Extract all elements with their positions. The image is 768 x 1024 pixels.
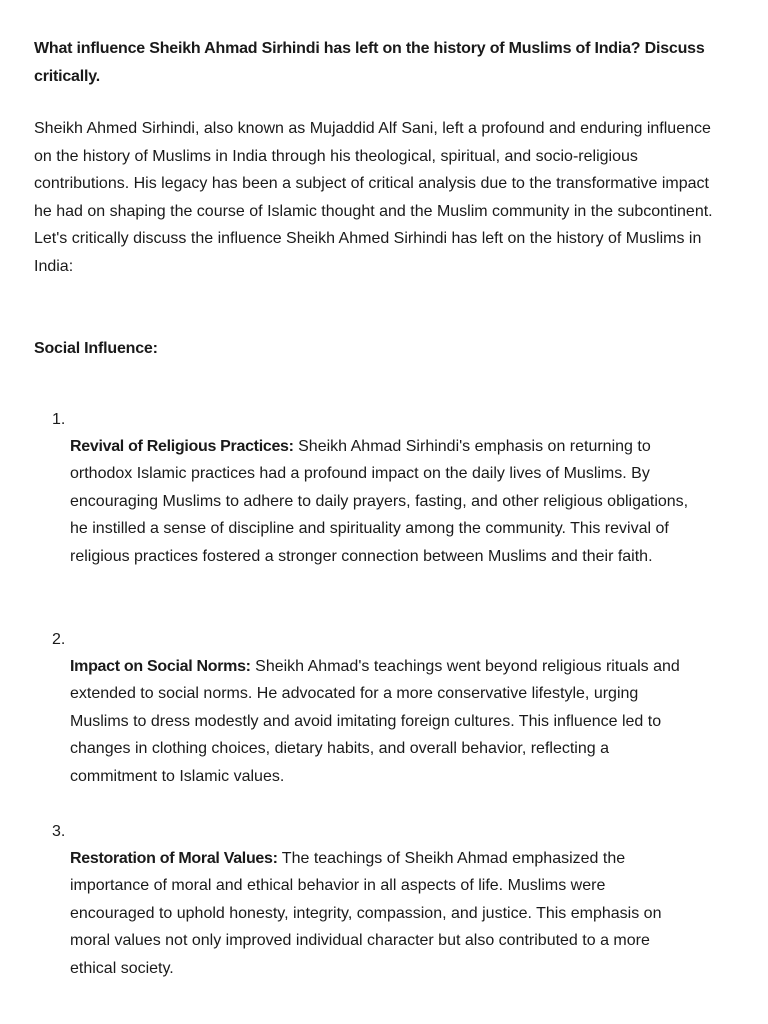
list-item-text: The teachings of Sheikh Ahmad emphasized the importance of moral and ethical behavior in all aspects of life. Muslims were encouraged to uphold honesty, integrity, compassion, and justice. This emphasis on moral values not only improved individual character but also contributed to a more ethical society. [70, 850, 662, 977]
section-heading: Social Influence: [34, 340, 158, 357]
list-item-title: Revival of Religious Practices: [70, 438, 294, 455]
list-item-title: Restoration of Moral Values: [70, 850, 278, 867]
list-item-body [70, 433, 690, 570]
list-item-number: 2. [52, 631, 66, 648]
list-item-text: Sheikh Ahmad's teachings went beyond religious rituals and extended to social norms. He advocated for a more conservative lifestyle, urging Muslims to dress modestly and avoid imitating foreign cultures. This influence led to changes in clothing choices, dietary habits, and overall behavior, reflecting a commitment to Islamic values. [70, 658, 680, 785]
list-item-number: 1. [52, 411, 66, 428]
intro-paragraph: Sheikh Ahmed Sirhindi, also known as Mujaddid Alf Sani, left a profound and enduring influence on the history of Muslims in India through his theological, spiritual, and socio-religious contributions. His legacy has been a subject of critical analysis due to the transformative impact he had on shaping the course of Islamic thought and the Muslim community in the subcontinent. Let's critically discuss the influence Sheikh Ahmed Sirhindi has left on the history of Muslims in India: [34, 120, 713, 275]
question-heading: What influence Sheikh Ahmad Sirhindi has left on the history of Muslims of India? Discuss critically. [34, 40, 705, 85]
list-item-title: Impact on Social Norms: [70, 658, 251, 675]
list-item-text: Sheikh Ahmad Sirhindi's emphasis on returning to orthodox Islamic practices had a profound impact on the daily lives of Muslims. By encouraging Muslims to adhere to daily prayers, fasting, and other religious obligations, he instilled a sense of discipline and spirituality among the community. This revival of religious practices fostered a stronger connection between Muslims and their faith. [70, 438, 689, 565]
list-item-body [70, 845, 690, 982]
list-item-number: 3. [52, 823, 66, 840]
list-item-body [70, 653, 690, 790]
